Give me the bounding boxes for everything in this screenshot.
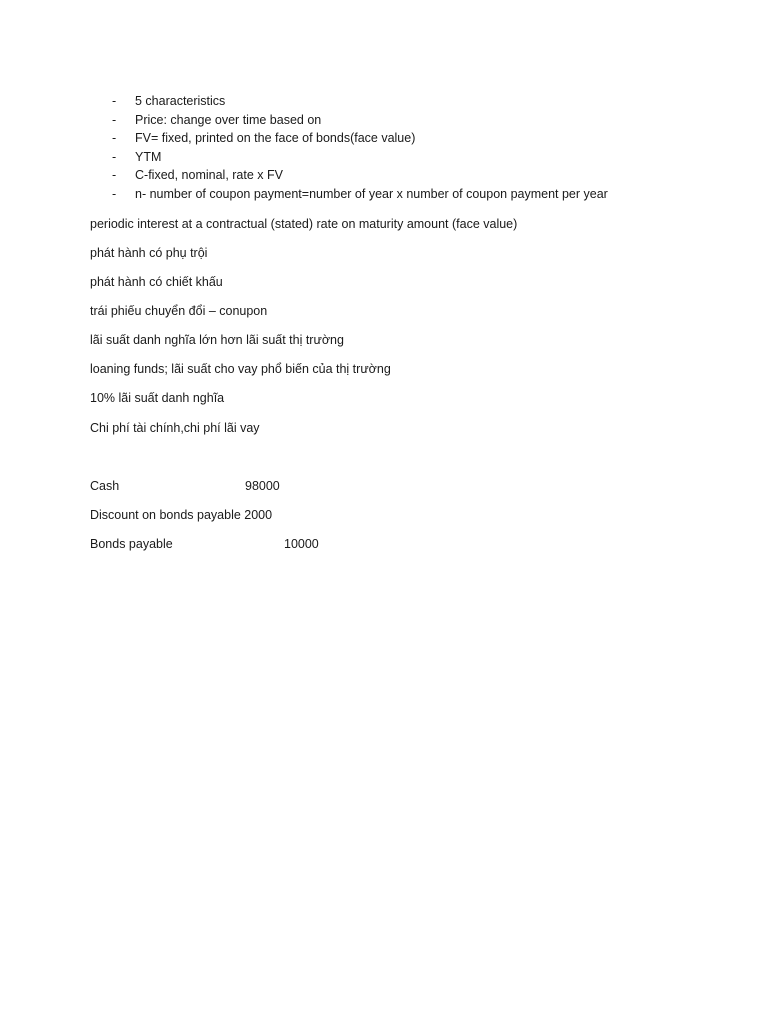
paragraph-discount-issue: phát hành có chiết khấu [90,275,223,289]
bullet-marker: - [112,112,117,127]
bullet-text: n- number of coupon payment=number of year x number of coupon payment per year [135,186,608,201]
bullet-marker: - [112,186,117,201]
paragraph-nominal-rate: 10% lãi suất danh nghĩa [90,391,225,405]
paragraph-periodic-interest: periodic interest at a contractual (stated) rate on maturity amount (face value) [90,217,518,231]
journal-bonds-amount: 10000 [284,537,319,551]
bullet-marker: - [112,94,117,108]
journal-cash-amount: 98000 [245,479,280,493]
bullet-marker: - [112,168,117,183]
bullet-text: FV= fixed, printed on the face of bonds(face value) [135,131,416,146]
journal-bonds-label: Bonds payable [90,537,173,551]
bullet-marker: - [112,149,117,164]
bullet-text: YTM [135,149,162,164]
paragraph-premium-issue: phát hành có phụ trội [90,246,208,260]
paragraph-convertible-bond: trái phiếu chuyển đổi – conupon [90,304,268,318]
bullet-text: 5 characteristics [135,94,226,108]
bullet-text: Price: change over time based on [135,112,322,127]
bullet-text: C-fixed, nominal, rate x FV [135,168,283,183]
paragraph-financial-expense: Chi phí tài chính,chi phí lãi vay [90,421,260,435]
paragraph-loaning-funds: loaning funds; lãi suất cho vay phổ biến của thị trường [90,362,391,376]
journal-discount-line: Discount on bonds payable 2000 [90,508,273,522]
paragraph-nominal-vs-market-rate: lãi suất danh nghĩa lớn hơn lãi suất thị trường [90,333,344,347]
journal-cash-label: Cash [90,479,120,493]
bullet-marker: - [112,131,117,146]
